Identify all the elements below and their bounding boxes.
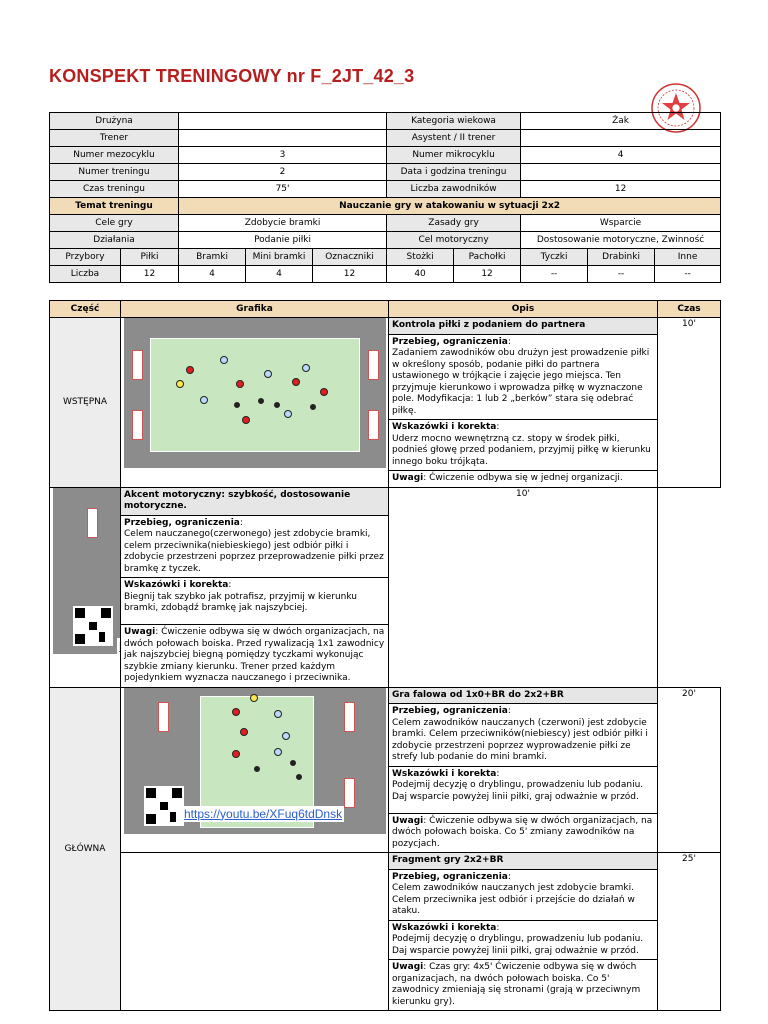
col-header-part: Część	[50, 301, 121, 318]
exercise-plan-table	[49, 300, 721, 1011]
training-number-label: Numer treningu	[50, 164, 179, 181]
equipment-name: Inne	[655, 249, 721, 266]
exercise3-graphic	[121, 687, 389, 853]
motor-goal-label: Cel motoryczny	[387, 232, 521, 249]
actions-label: Działania	[50, 232, 179, 249]
equipment-count: 40	[387, 266, 454, 283]
exercise2-procedure: Przebieg, ograniczenia: Celem nauczanego(czerwonego) jest zdobycie bramki, celem przeciwnika(niebieskiego) jest odbiór piłki i zdobycie przestrzeni poprzez przeprowadzenie piłki przez bramkę z tyczek.	[121, 515, 389, 578]
equipment-name: Oznaczniki	[313, 249, 387, 266]
game-rules-value: Wsparcie	[521, 215, 721, 232]
coach-label: Trener	[50, 130, 179, 147]
exercise4-time: 25'	[658, 853, 721, 1011]
exercise3-procedure: Przebieg, ograniczenia: Celem zawodników nauczanych (czerwoni) jest zdobycie bramki. Celem przeciwników(niebiescy) jest odbiór piłki i zdobycie przestrzeni poprzez wyprowadzenie piłki ze strefy lub podanie do mini bramki.	[389, 704, 658, 767]
notes-text: Ćwiczenie odbywa się w dwóch organizacjach, na dwóch połowach boiska. Co 5' zmiany zawodników na pozycjach.	[392, 815, 653, 849]
game-rules-label: Zasady gry	[387, 215, 521, 232]
actions-value: Podanie piłki	[179, 232, 387, 249]
equipment-count: 12	[121, 266, 179, 283]
col-header-description: Opis	[389, 301, 658, 318]
exercise2-graphic	[50, 487, 121, 687]
tips-label: Wskazówki i korekta	[124, 580, 229, 590]
motor-goal-value: Dostosowanie motoryczne, Zwinność	[521, 232, 721, 249]
equipment-name: Bramki	[179, 249, 246, 266]
training-number-value: 2	[179, 164, 387, 181]
exercise1-title: Kontrola piłki z podaniem do partnera	[389, 318, 658, 335]
tips-label: Wskazówki i korekta	[392, 922, 497, 933]
tips-text: Podejmij decyzję o dryblingu, prowadzeniu lub podaniu. Daj wsparcie powyżej linii piłki, graj odważnie w przód.	[392, 934, 644, 956]
notes-label: Uwagi	[392, 815, 424, 826]
equipment-count: 4	[179, 266, 246, 283]
notes-text: Ćwiczenie odbywa się w jednej organizacji.	[429, 473, 623, 483]
page-title: KONSPEKT TRENINGOWY nr F_2JT_42_3	[49, 66, 415, 86]
exercise2-time: 10'	[389, 487, 658, 687]
procedure-label: Przebieg, ograniczenia	[392, 871, 508, 882]
equipment-count: 4	[246, 266, 313, 283]
equipment-name: Stożki	[387, 249, 454, 266]
notes-text: Czas gry: 4x5' Ćwiczenie odbywa się w dwóch organizacjach, na dwóch połowach boiska. Co 5' zawodnicy zmieniają się stronami (grają w przeciwnym kierunku gry).	[392, 962, 641, 1007]
equipment-count: 12	[454, 266, 521, 283]
assistant-value	[521, 130, 721, 147]
exercise3-video-link[interactable]: https://youtu.be/XFuq6tdDnsk	[184, 806, 343, 821]
exercise4-graphic	[121, 853, 389, 1011]
procedure-text: Celem zawodników nauczanych jest zdobycie bramki. Celem przeciwnika jest odbiór i przejście do działań w ataku.	[392, 883, 635, 916]
exercise1-graphic	[121, 318, 389, 488]
procedure-label: Przebieg, ograniczenia	[392, 706, 508, 716]
duration-label: Czas treningu	[50, 181, 179, 198]
exercise1-procedure: Przebieg, ograniczenia: Zadaniem zawodników obu drużyn jest prowadzenie piłki w określony sposób, podanie piłki do partnera ustawionego w trójkącie i zajęcie jego miejsca. Ten przyjmuje kierunkowo i wprowadza piłkę w wyznaczone pole. Modyfikacja: 1 lub 2 „berków” stara się odebrać piłkę.	[389, 334, 658, 420]
game-goals-label: Cele gry	[50, 215, 179, 232]
exercise2-notes: Uwagi: Ćwiczenie odbywa się w dwóch organizacjach, na dwóch połowach boiska. Przed rywalizacją 1x1 zawodnicy jak najszybciej biegną pomiędzy tyczkami wykonując szybkie zmiany kierunku. Trener przed każdym pojedynkiem wyznacza nauczanego i przeciwnika.	[121, 625, 389, 688]
age-category-label: Kategoria wiekowa	[387, 113, 521, 130]
exercise1-tips: Wskazówki i korekta: Uderz mocno wewnętrzną cz. stopy w środek piłki, podnieś głowę przed podaniem, przyjmij piłkę w kierunku innego boku trójkąta.	[389, 420, 658, 471]
exercise4-notes: Uwagi: Czas gry: 4x5' Ćwiczenie odbywa się w dwóch organizacjach, na dwóch połowach boiska. Co 5' zawodnicy zmieniają się stronami (grają w przeciwnym kierunku gry).	[389, 960, 658, 1011]
phase-main: GŁÓWNA	[50, 687, 121, 1011]
col-header-time: Czas	[658, 301, 721, 318]
procedure-text: Celem zawodników nauczanych (czerwoni) jest zdobycie bramki. Celem przeciwników(niebiescy) jest odbiór piłki i zdobycie przestrzeni poprzez wyprowadzenie piłki ze strefy lub podanie do mini bramki.	[392, 717, 648, 762]
tips-label: Wskazówki i korekta	[392, 768, 497, 779]
team-value	[179, 113, 387, 130]
exercise2-tips: Wskazówki i korekta: Biegnij tak szybko jak potrafisz, przyjmij w kierunku bramki, zdobądź bramkę jak najszybciej.	[121, 578, 389, 625]
notes-label: Uwagi	[124, 627, 156, 637]
exercise2-title: Akcent motoryczny: szybkość, dostosowanie motoryczne.	[121, 487, 389, 515]
equipment-name: Pachołki	[454, 249, 521, 266]
notes-text: Ćwiczenie odbywa się w dwóch organizacjach, na dwóch połowach boiska. Przed rywalizacją 1x1 zawodnicy jak najszybciej biegną pomiędzy tyczkami wykonując szybkie zmiany kierunku. Trener przed każdym pojedynkiem wyznacza nauczanego i przeciwnika.	[124, 627, 385, 683]
exercise3-title: Gra falowa od 1x0+BR do 2x2+BR	[389, 687, 658, 704]
players-count-label: Liczba zawodników	[387, 181, 521, 198]
date-value	[521, 164, 721, 181]
equipment-count: --	[588, 266, 655, 283]
players-count-value: 12	[521, 181, 721, 198]
equipment-label: Przybory	[50, 249, 121, 266]
exercise3-time: 20'	[658, 687, 721, 853]
team-label: Drużyna	[50, 113, 179, 130]
tips-text: Podejmij decyzję o dryblingu, prowadzeniu lub podaniu. Daj wsparcie powyżej linii piłki, graj odważnie w przód.	[392, 780, 644, 802]
exercise4-procedure: Przebieg, ograniczenia: Celem zawodników nauczanych jest zdobycie bramki. Celem przeciwnika jest odbiór i przejście do działań w ataku.	[389, 869, 658, 920]
equipment-name: Piłki	[121, 249, 179, 266]
duration-value: 75'	[179, 181, 387, 198]
topic-label: Temat treningu	[50, 198, 179, 215]
equipment-count: --	[655, 266, 721, 283]
training-info-table	[49, 112, 721, 283]
exercise3-tips: Wskazówki i korekta: Podejmij decyzję o dryblingu, prowadzeniu lub podaniu. Daj wsparcie powyżej linii piłki, graj odważnie w przód.	[389, 766, 658, 813]
exercise1-time: 10'	[658, 318, 721, 488]
phase-warmup: WSTĘPNA	[50, 318, 121, 488]
tips-text: Biegnij tak szybko jak potrafisz, przyjmij w kierunku bramki, zdobądź bramkę jak najszybciej.	[124, 591, 357, 613]
equipment-name: Mini bramki	[246, 249, 313, 266]
exercise2-video-link[interactable]	[117, 638, 121, 654]
exercise4-title: Fragment gry 2x2+BR	[389, 853, 658, 870]
microcycle-label: Numer mikrocyklu	[387, 147, 521, 164]
exercise1-notes: Uwagi: Ćwiczenie odbywa się w jednej organizacji.	[389, 471, 658, 488]
microcycle-value: 4	[521, 147, 721, 164]
qr-code-icon	[144, 786, 184, 826]
equipment-name: Tyczki	[521, 249, 588, 266]
mesocycle-label: Numer mezocyklu	[50, 147, 179, 164]
equipment-count: 12	[313, 266, 387, 283]
procedure-label: Przebieg, ograniczenia	[392, 336, 508, 347]
coach-value	[179, 130, 387, 147]
age-category-value: Żak	[521, 113, 721, 130]
qr-code-icon	[73, 606, 113, 646]
tips-text: Uderz mocno wewnętrzną cz. stopy w środek piłki, podnieś głowę przed podaniem, przyjmij piłkę w kierunku innego boku trójkąta.	[392, 433, 651, 467]
tips-label: Wskazówki i korekta	[392, 422, 497, 432]
quantity-label: Liczba	[50, 266, 121, 283]
notes-label: Uwagi	[392, 962, 424, 972]
col-header-graphic: Grafika	[121, 301, 389, 318]
topic-value: Nauczanie gry w atakowaniu w sytuacji 2x2	[179, 198, 721, 215]
exercise3-notes: Uwagi: Ćwiczenie odbywa się w dwóch organizacjach, na dwóch połowach boiska. Co 5' zmiany zawodników na pozycjach.	[389, 813, 658, 853]
mesocycle-value: 3	[179, 147, 387, 164]
notes-label: Uwagi	[392, 473, 424, 483]
assistant-label: Asystent / II trener	[387, 130, 521, 147]
procedure-label: Przebieg, ograniczenia	[124, 517, 240, 528]
exercise4-tips: Wskazówki i korekta: Podejmij decyzję o dryblingu, prowadzeniu lub podaniu. Daj wsparcie powyżej linii piłki, graj odważnie w przód.	[389, 920, 658, 960]
procedure-text: Celem nauczanego(czerwonego) jest zdobycie bramki, celem przeciwnika(niebieskiego) jest odbiór piłki i zdobycie przestrzeni poprzez przeprowadzenie piłki przez bramkę z tyczek.	[124, 529, 384, 574]
equipment-name: Drabinki	[588, 249, 655, 266]
game-goals-value: Zdobycie bramki	[179, 215, 387, 232]
equipment-count: --	[521, 266, 588, 283]
date-label: Data i godzina treningu	[387, 164, 521, 181]
procedure-text: Zadaniem zawodników obu drużyn jest prowadzenie piłki w określony sposób, podanie piłki do partnera ustawionego w trójkącie i zajęcie jego miejsca. Ten przyjmuje kierunkowo i wprowadza piłkę w wyznaczone pole. Modyfikacja: 1 lub 2 „berków” stara się odebrać piłkę.	[392, 348, 650, 416]
